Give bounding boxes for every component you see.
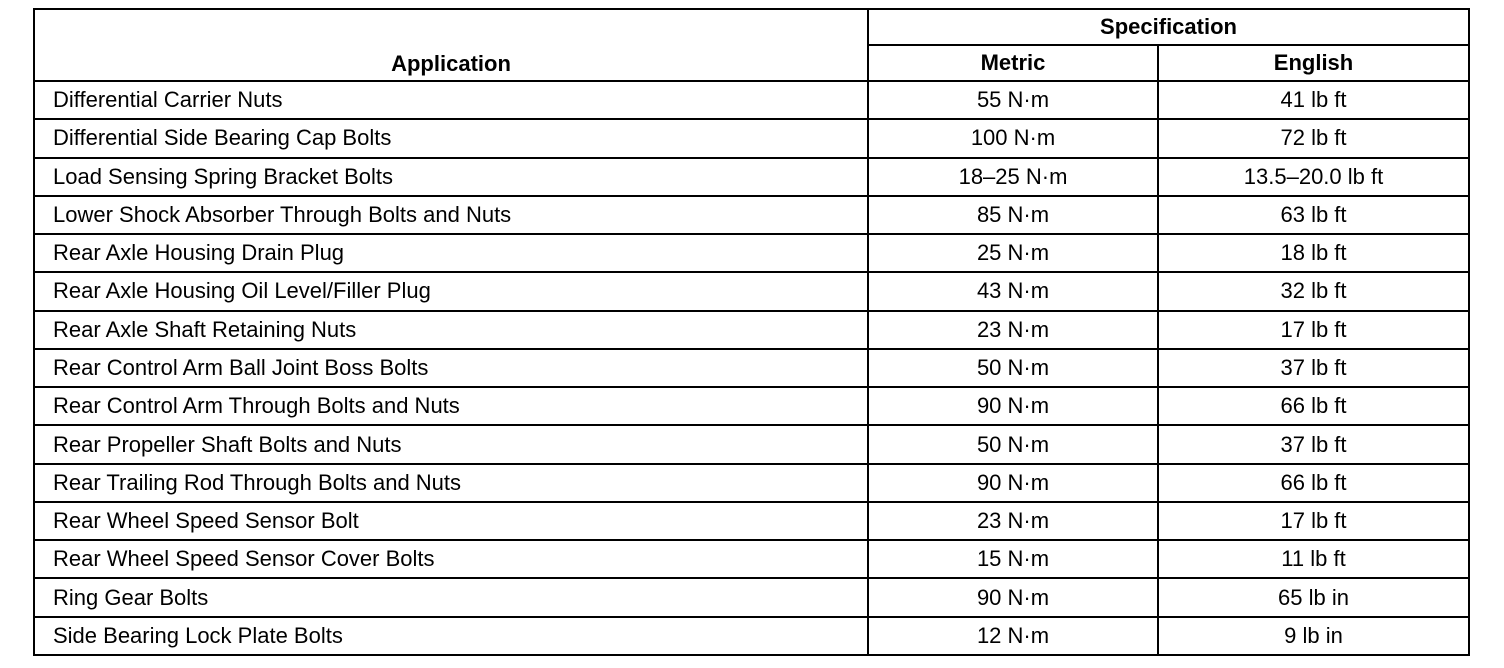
metric-value-cell: 15 N·m <box>868 540 1158 578</box>
application-cell: Ring Gear Bolts <box>34 578 868 616</box>
application-cell: Rear Axle Shaft Retaining Nuts <box>34 311 868 349</box>
table-row <box>34 502 1469 540</box>
application-cell: Lower Shock Absorber Through Bolts and Nuts <box>34 196 868 234</box>
table-row <box>34 119 1469 157</box>
metric-value-cell: 12 N·m <box>868 617 1158 655</box>
table-header <box>34 9 1469 81</box>
torque-specification-table <box>33 8 1470 656</box>
specification-group-header: Specification <box>868 9 1469 45</box>
english-value-cell: 41 lb ft <box>1158 81 1469 119</box>
header-row-top <box>34 9 1469 45</box>
metric-value-cell: 90 N·m <box>868 387 1158 425</box>
english-value-cell: 66 lb ft <box>1158 464 1469 502</box>
table-row <box>34 349 1469 387</box>
table-row <box>34 196 1469 234</box>
english-value-cell: 37 lb ft <box>1158 349 1469 387</box>
table-row <box>34 158 1469 196</box>
table-body <box>34 81 1469 655</box>
table-row <box>34 464 1469 502</box>
table-row <box>34 311 1469 349</box>
application-cell: Rear Axle Housing Drain Plug <box>34 234 868 272</box>
application-cell: Differential Carrier Nuts <box>34 81 868 119</box>
english-value-cell: 63 lb ft <box>1158 196 1469 234</box>
table-row <box>34 234 1469 272</box>
english-value-cell: 13.5–20.0 lb ft <box>1158 158 1469 196</box>
english-value-cell: 17 lb ft <box>1158 311 1469 349</box>
metric-value-cell: 23 N·m <box>868 502 1158 540</box>
application-column-header: Application <box>34 9 868 81</box>
english-value-cell: 32 lb ft <box>1158 272 1469 310</box>
english-value-cell: 66 lb ft <box>1158 387 1469 425</box>
application-cell: Rear Propeller Shaft Bolts and Nuts <box>34 425 868 463</box>
application-cell: Rear Control Arm Ball Joint Boss Bolts <box>34 349 868 387</box>
english-value-cell: 37 lb ft <box>1158 425 1469 463</box>
table-row <box>34 617 1469 655</box>
english-value-cell: 11 lb ft <box>1158 540 1469 578</box>
application-cell: Differential Side Bearing Cap Bolts <box>34 119 868 157</box>
table-row <box>34 272 1469 310</box>
metric-value-cell: 25 N·m <box>868 234 1158 272</box>
metric-value-cell: 50 N·m <box>868 425 1158 463</box>
application-cell: Rear Axle Housing Oil Level/Filler Plug <box>34 272 868 310</box>
metric-value-cell: 23 N·m <box>868 311 1158 349</box>
application-cell: Load Sensing Spring Bracket Bolts <box>34 158 868 196</box>
metric-value-cell: 50 N·m <box>868 349 1158 387</box>
english-column-header: English <box>1158 45 1469 81</box>
metric-column-header: Metric <box>868 45 1158 81</box>
metric-value-cell: 18–25 N·m <box>868 158 1158 196</box>
table-row <box>34 81 1469 119</box>
english-value-cell: 72 lb ft <box>1158 119 1469 157</box>
metric-value-cell: 90 N·m <box>868 464 1158 502</box>
table-row <box>34 578 1469 616</box>
application-cell: Rear Wheel Speed Sensor Cover Bolts <box>34 540 868 578</box>
table-row <box>34 540 1469 578</box>
english-value-cell: 9 lb in <box>1158 617 1469 655</box>
application-cell: Rear Control Arm Through Bolts and Nuts <box>34 387 868 425</box>
english-value-cell: 17 lb ft <box>1158 502 1469 540</box>
table-row <box>34 387 1469 425</box>
metric-value-cell: 85 N·m <box>868 196 1158 234</box>
english-value-cell: 18 lb ft <box>1158 234 1469 272</box>
application-cell: Rear Trailing Rod Through Bolts and Nuts <box>34 464 868 502</box>
application-cell: Rear Wheel Speed Sensor Bolt <box>34 502 868 540</box>
metric-value-cell: 43 N·m <box>868 272 1158 310</box>
metric-value-cell: 100 N·m <box>868 119 1158 157</box>
application-cell: Side Bearing Lock Plate Bolts <box>34 617 868 655</box>
english-value-cell: 65 lb in <box>1158 578 1469 616</box>
metric-value-cell: 55 N·m <box>868 81 1158 119</box>
metric-value-cell: 90 N·m <box>868 578 1158 616</box>
table-row <box>34 425 1469 463</box>
